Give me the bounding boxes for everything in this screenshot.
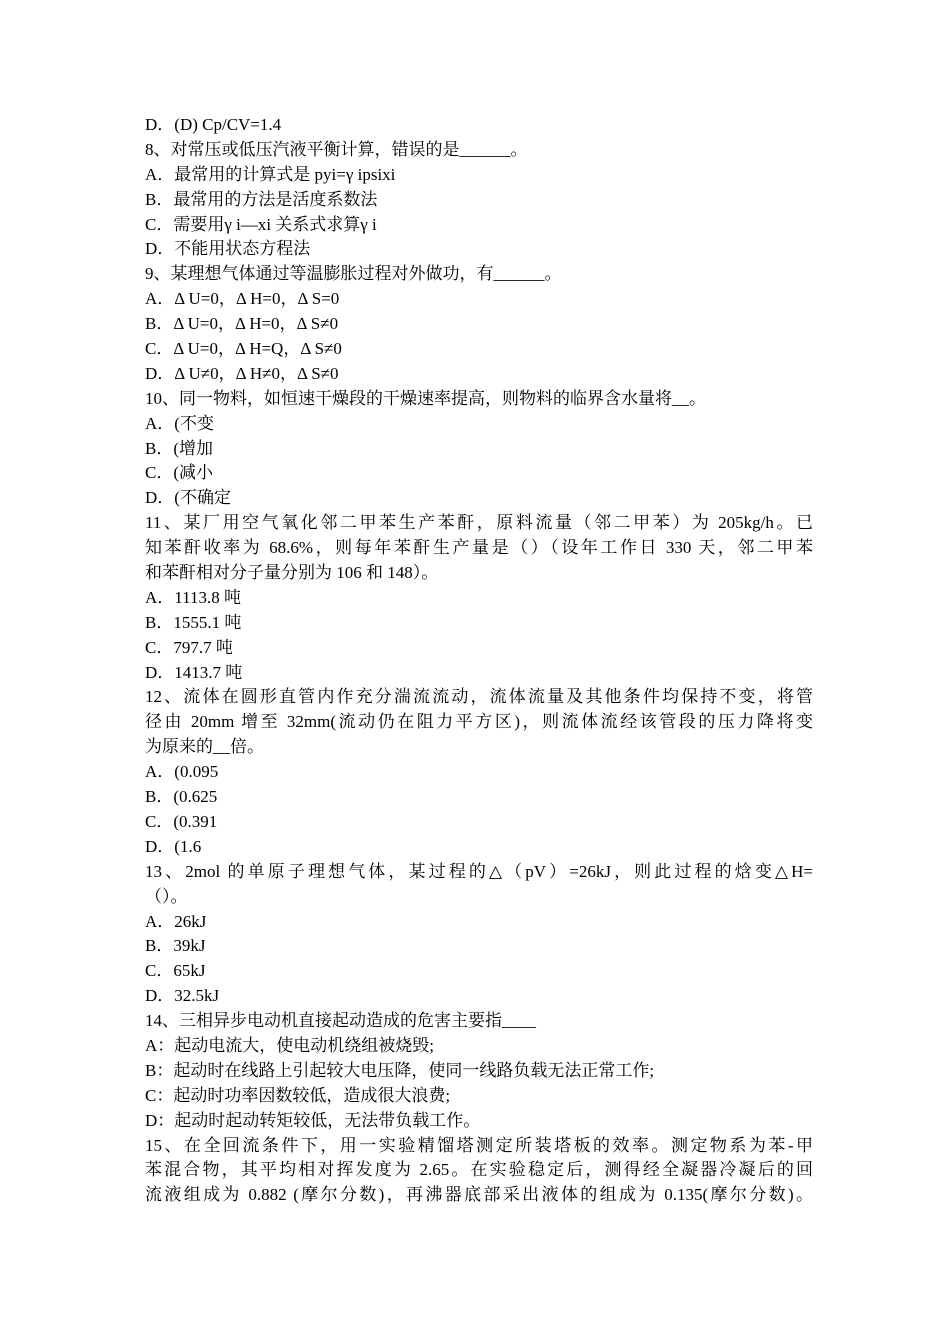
option-12a: A．(0.095	[145, 762, 219, 782]
option-8c: C．需要用γ i—xi 关系式求算γ i	[145, 214, 377, 234]
option-10d: D．(不确定	[145, 488, 231, 508]
option-10a: A．(不变	[145, 413, 214, 433]
question-12-line-1: 12、流体在圆形直管内作充分湍流流动，流体流量及其他条件均保持不变，将管	[145, 687, 813, 707]
option-8d: D．不能用状态方程法	[145, 239, 311, 259]
option-12c: C．(0.391	[145, 811, 218, 831]
option-13a: A．26kJ	[145, 911, 207, 931]
question-12-line-3: 为原来的__倍。	[145, 737, 264, 757]
question-11-line-3: 和苯酐相对分子量分别为 106 和 148）。	[145, 563, 439, 583]
option-10c: C．(减小	[145, 463, 213, 483]
option-11a: A．1113.8 吨	[145, 587, 242, 607]
option-14c: C：起动时功率因数较低，造成很大浪费;	[145, 1085, 451, 1105]
option-13d: D．32.5kJ	[145, 986, 220, 1006]
question-15-line-1: 15、在全回流条件下，用一实验精馏塔测定所装塔板的效率。测定物系为苯-甲	[145, 1135, 813, 1155]
option-13c: C．65kJ	[145, 961, 206, 981]
option-12d: D．(1.6	[145, 836, 202, 856]
question-13-line-2: （）。	[145, 886, 188, 906]
question-15-line-3: 流液组成为 0.882 (摩尔分数)，再沸器底部采出液体的组成为 0.135(摩尔分数)。	[145, 1185, 813, 1205]
option-14b: B：起动时在线路上引起较大电压降，使同一线路负载无法正常工作;	[145, 1060, 655, 1080]
option-9c: C．Δ U=0，Δ H=Q，Δ S≠0	[145, 339, 342, 359]
option-12b: B．(0.625	[145, 787, 218, 807]
option-8a: A．最常用的计算式是 pyi=γ ipsixi	[145, 164, 396, 184]
option-14d: D：起动时起动转矩较低，无法带负载工作。	[145, 1110, 481, 1130]
option-9b: B．Δ U=0，Δ H=0，Δ S≠0	[145, 314, 339, 334]
question-13-line-1: 13、2mol 的单原子理想气体，某过程的△（pV）=26kJ，则此过程的焓变△H=	[145, 861, 813, 881]
option-7d: D．(D) Cp/CV=1.4	[145, 115, 282, 134]
question-9: 9、某理想气体通过等温膨胀过程对外做功，有______。	[145, 264, 562, 284]
document-body	[145, 113, 813, 1208]
option-14a: A：起动电流大，使电动机绕组被烧毁;	[145, 1035, 434, 1055]
option-11b: B．1555.1 吨	[145, 612, 242, 632]
option-11d: D．1413.7 吨	[145, 662, 243, 682]
question-15-line-2: 苯混合物，其平均相对挥发度为 2.65。在实验稳定后，测得经全凝器冷凝后的回	[145, 1160, 813, 1180]
question-8: 8、对常压或低压汽液平衡计算，错误的是______。	[145, 139, 528, 159]
option-13b: B．39kJ	[145, 936, 206, 956]
question-11-line-1: 11、某厂用空气氧化邻二甲苯生产苯酐，原料流量（邻二甲苯）为 205kg/h。已	[145, 513, 813, 533]
option-9a: A．Δ U=0，Δ H=0，Δ S=0	[145, 289, 340, 309]
option-10b: B．(增加	[145, 438, 213, 458]
option-9d: D．Δ U≠0，Δ H≠0，Δ S≠0	[145, 363, 339, 383]
option-11c: C．797.7 吨	[145, 637, 233, 657]
question-14: 14、三相异步电动机直接起动造成的危害主要指____	[145, 1011, 536, 1031]
question-12-line-2: 径由 20mm 增至 32mm(流动仍在阻力平方区)，则流体流经该管段的压力降将变	[145, 712, 813, 732]
option-8b: B．最常用的方法是活度系数法	[145, 189, 378, 209]
question-10: 10、同一物料，如恒速干燥段的干燥速率提高，则物料的临界含水量将__。	[145, 388, 706, 408]
question-11-line-2: 知苯酐收率为 68.6%，则每年苯酐生产量是（）（设年工作日 330 天，邻二甲苯	[145, 538, 813, 558]
